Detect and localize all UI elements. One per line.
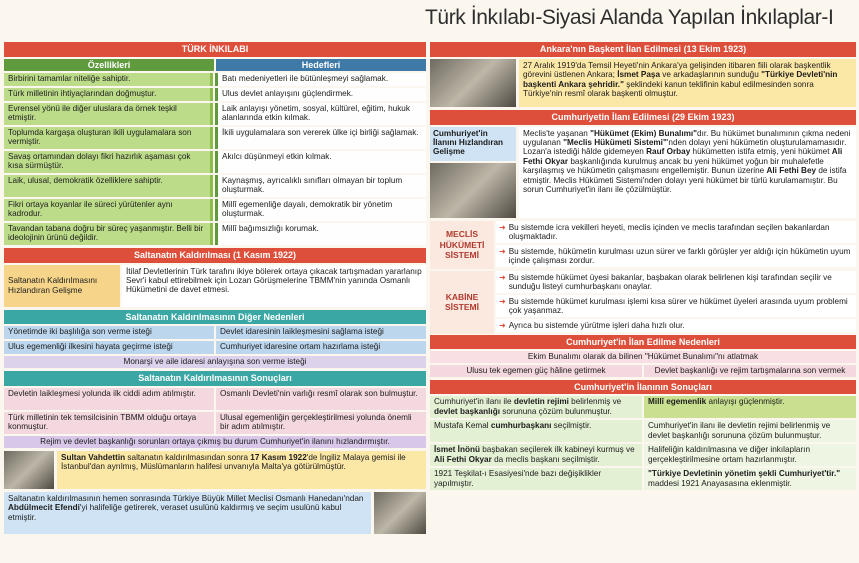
- hedef-cell: Akılcı düşünmeyi etkin kılmak.: [215, 151, 426, 173]
- saltanat-sonuclar-header: Saltanatın Kaldırılmasının Sonuçları: [4, 371, 426, 386]
- cumhuriyet-block: [430, 127, 856, 218]
- diger-nedenler-header: Saltanatın Kaldırılmasının Diğer Nedenleri: [4, 310, 426, 325]
- inkilap-row: [4, 223, 426, 245]
- saltanat-label: Saltanatın Kaldırılmasını Hızlandıran Gelişme: [4, 265, 120, 307]
- ozellik-cell: Birbirini tamamlar niteliğe sahiptir.: [4, 73, 213, 86]
- cs-right: [644, 396, 856, 418]
- saltanat-text: İtilaf Devletlerinin Türk tarafını ikiye bölerek ortaya çıkacak tartışmadan yararlanıp Sevr'i kabul ettirebilmek için Lozan Görüşmelerine TBMM'nin yanında Osmanlı Hükümetini de davet etmesi.: [122, 265, 426, 307]
- hedef-cell: Batı medeniyetleri ile bütünleşmeyi sağlamak.: [215, 73, 426, 86]
- ozellik-cell: Fikri ortaya koyanlar ile süreci yürütenler aynı kadrodur.: [4, 199, 213, 221]
- cs-right: [644, 420, 856, 442]
- nedenler-full: Ekim Bunalımı olarak da bilinen "Hükümet Bunalımı"nı atlatmak: [430, 351, 856, 363]
- hedef-cell: Millî bağımsızlığı korumak.: [215, 223, 426, 245]
- ankara-text-e: şeklindeki kanun teklifinin kabul edilmesinden sonra Türkiye'nin resmî olarak başkenti olmuştur.: [523, 79, 814, 99]
- meclis-label: MECLİS HÜKÜMETİ SİSTEMİ: [430, 221, 494, 269]
- vahdettin-rest: 'de İngiliz Malaya gemisi ile İstanbul'dan ayrılmış, Müslümanların halifesi unvanıyla Malta'ya götürülmüştür.: [61, 452, 406, 472]
- cs-left-part: da meclis başkanı seçilmiştir.: [491, 454, 600, 464]
- kabine-items: [496, 271, 856, 334]
- cs-left-part: cumhurbaşkanı: [490, 421, 552, 431]
- cs-left: [430, 396, 642, 418]
- ct-f: Rauf Orbay: [646, 147, 691, 157]
- cs-left-part: Mustafa Kemal: [434, 421, 491, 431]
- ankara-text-a: 27 Aralık 1919'da Temsil Heyeti'nin Ankara'ya gelişinden itibaren fiili olarak başkentlik görevini üstlenen Ankara;: [523, 60, 831, 80]
- neden-right: Devlet idaresinin laikleşmesini sağlama isteği: [216, 326, 426, 339]
- ct-c: dır. Bu hükümet bunalımının çıkma nedeni uygulanan: [523, 128, 851, 148]
- bullet-item: [496, 221, 856, 243]
- ankara-header: Ankara'nın Başkent İlan Edilmesi (13 Ekim 1923): [430, 42, 856, 57]
- ankara-photo: [430, 59, 516, 107]
- arrow-icon: ➜: [499, 272, 506, 282]
- meclis-items: [496, 221, 856, 269]
- saltanat-header: Saltanatın Kaldırılması (1 Kasım 1922): [4, 248, 426, 263]
- cs-right-part: maddesi 1921 Anayasasına eklenmiştir.: [648, 478, 792, 488]
- cumhuriyet-text: [519, 127, 856, 218]
- cumhuriyet-photo: [430, 163, 516, 218]
- vahdettin-block: [4, 451, 426, 489]
- cs-right-part: Halifeliğin kaldırılmasına ve diğer inkılapların gerçekleştirilmesine ortam hazırlanmıştır.: [648, 445, 811, 464]
- ozellik-cell: Evrensel yönü ile diğer uluslara da örnek teşkil etmiştir.: [4, 103, 213, 125]
- inkilap-row: [4, 199, 426, 221]
- cumhuriyet-header: Cumhuriyetin İlanı Edilmesi (29 Ekim 1923): [430, 110, 856, 125]
- neden-left: Yönetimde iki başlılığa son verme isteği: [4, 326, 214, 339]
- arrow-icon: ➜: [499, 320, 506, 330]
- arrow-icon: ➜: [499, 222, 506, 232]
- saltanat-block: [4, 265, 426, 307]
- cs-right-part: Millî egemenlik: [648, 397, 707, 407]
- ankara-ismet: İsmet Paşa: [617, 70, 661, 80]
- cs-left-part: Cumhuriyet'in ilanı ile: [434, 397, 514, 407]
- left-column: [4, 42, 426, 534]
- turk-inkilabi-rows: [4, 73, 426, 245]
- abdulmecit-c: 'yi halifeliğe getirerek, veraset usulünü kaldırmış ve seçim usulünü kabul etmiştir.: [8, 503, 342, 522]
- sonuc-left: Devletin laikleşmesi yolunda ilk ciddi adım atılmıştır.: [4, 388, 214, 410]
- bullet-text: Ayrıca bu sistemde yürütme işleri daha hızlı olur.: [508, 320, 685, 330]
- cs-left: [430, 468, 642, 490]
- cs-left-part: İsmet İnönü: [434, 445, 480, 455]
- ankara-quote: "Türkiye Devleti'nin başkenti Ankara şehridir.": [523, 70, 838, 89]
- right-column: [430, 42, 856, 490]
- hedef-cell: Laik anlayışı yönetim, sosyal, kültürel, eğitim, hukuk alanlarında etkin kılmak.: [215, 103, 426, 125]
- neden-left: Ulus egemenliği ilkesini hayata geçirme isteği: [4, 341, 214, 354]
- cs-left-part: devletin rejimi: [513, 397, 569, 407]
- ozellikleri-header: Özellikleri: [4, 59, 214, 71]
- diger-nedenler-rows: [4, 326, 426, 354]
- turk-inkilabi-subheaders: [4, 59, 426, 71]
- cs-row: [430, 396, 856, 418]
- bullet-item: [496, 245, 856, 267]
- neden-row: [4, 326, 426, 339]
- saltanat-sonuclar-full: Rejim ve devlet başkanlığı sorunları ortaya çıkmış bu durum Cumhuriyet'in ilanını hızlandırmıştır.: [4, 436, 426, 448]
- ct-a: Meclis'te yaşanan: [523, 128, 591, 138]
- sonuc-row: [4, 412, 426, 434]
- cs-row: [430, 468, 856, 490]
- sonuc-right: Osmanlı Devleti'nin varlığı resmî olarak son bulmuştur.: [216, 388, 426, 410]
- cumhuriyet-sonuclar-rows: [430, 396, 856, 490]
- ozellik-cell: Türk milletinin ihtiyaçlarından doğmuştur.: [4, 88, 213, 101]
- arrow-icon: ➜: [499, 246, 506, 256]
- ct-i: başkanlığında kurulmuş ancak bu yeni hükümet yoğun bir muhalefetle karşılaşmış ve hükümetin çalışmasını engellemiştir. Bunun üzerine: [523, 156, 824, 176]
- cs-left-part: seçilmiştir.: [551, 421, 592, 431]
- cs-left-part: sorununa çözüm bulunmuştur.: [499, 406, 612, 416]
- arrow-icon: ➜: [499, 296, 506, 306]
- vahdettin-name: Sultan Vahdettin: [61, 452, 126, 462]
- kabine-block: [430, 271, 856, 334]
- cumhuriyet-left: [430, 127, 516, 218]
- kabine-label: KABİNE SİSTEMİ: [430, 271, 494, 334]
- bullet-text: Bu sistemde icra vekilleri heyeti, meclis içinden ve meclis tarafından seçilen bakanlardan oluşmaktadır.: [508, 222, 830, 242]
- ct-b: "Hükümet (Ekim) Bunalımı": [590, 128, 698, 138]
- cs-row: [430, 420, 856, 442]
- ankara-block: [430, 59, 856, 107]
- abdulmecit-portrait: [374, 492, 426, 534]
- bullet-item: [496, 295, 856, 317]
- ct-e: 'nden dolayı yeni hükümetin oluşturulamamasıdır. Lozan'a istediği hâlde gidemeyen: [523, 138, 847, 157]
- cs-left: [430, 420, 642, 442]
- inkilap-row: [4, 175, 426, 197]
- neden-right: Cumhuriyet idaresine ortam hazırlama isteği: [216, 341, 426, 354]
- ankara-text: [519, 59, 856, 107]
- inkilap-row: [4, 73, 426, 86]
- inkilap-row: [4, 151, 426, 173]
- ct-k: de istifa etmiştir. Meclis Hükümeti Sistemi'nden dolayı yeni hükümet bir türlü kurulamamıştır. Bu sorun Cumhuriyet'in ilanı ile çözülmüştür.: [523, 166, 847, 195]
- cs-right: [644, 468, 856, 490]
- inkilap-row: [4, 127, 426, 149]
- bullet-text: Bu sistemde hükümet üyesi bakanlar, başbakan olarak belirlenen kişi tarafından seçilir ve sunduğu listeyi cumhurbaşkanı onaylar.: [508, 272, 832, 292]
- cs-left-part: başbakan seçilerek ilk kabineyi kurmuş ve: [479, 445, 635, 455]
- hedefleri-header: Hedefleri: [216, 59, 426, 71]
- ct-h: Ali Fethi Okyar: [523, 147, 843, 166]
- inkilap-row: [4, 88, 426, 101]
- ankara-text-c: ve arkadaşlarının sunduğu: [660, 70, 762, 80]
- hedef-cell: Kaynaşmış, ayrıcalıklı sınıfları olmayan bir toplum oluşturmak.: [215, 175, 426, 197]
- nedenler-right: Devlet başkanlığı ve rejim tartışmalarına son vermek: [644, 365, 856, 376]
- abdulmecit-a: Saltanatın kaldırılmasının hemen sonrasında Türkiye Büyük Millet Meclisi Osmanlı Hanedanı'ndan: [8, 493, 364, 503]
- neden-row: [4, 341, 426, 354]
- hedef-cell: Millî egemenliğe dayalı, demokratik bir yönetim oluşturmak.: [215, 199, 426, 221]
- nedenler-row: [430, 365, 856, 376]
- cs-right-part: anlayışı güçlenmiştir.: [706, 397, 785, 407]
- nedenler-header: Cumhuriyet'in İlan Edilme Nedenleri: [430, 335, 856, 350]
- bullet-item: [496, 271, 856, 293]
- inkilap-row: [4, 103, 426, 125]
- sonuc-row: [4, 388, 426, 410]
- bullet-text: Bu sistemde, hükümetin kurulması uzun sürer ve farklı görüşler yer aldığı için hükümetin uyum içinde çalışması zordur.: [508, 246, 851, 266]
- meclis-block: [430, 221, 856, 269]
- cs-right: [644, 444, 856, 466]
- bullet-item: [496, 319, 856, 332]
- cs-left-part: devlet başkanlığı: [434, 406, 500, 416]
- nedenler-left: Ulusu tek egemen güç hâline getirmek: [430, 365, 642, 376]
- sonuc-left: Türk milletinin tek temsilcisinin TBMM olduğu ortaya konmuştur.: [4, 412, 214, 434]
- turk-inkilabi-header: TÜRK İNKILABI: [4, 42, 426, 57]
- ct-d: "Meclis Hükümeti Sistemi": [563, 138, 667, 148]
- ozellik-cell: Savaş ortamından dolayı fikri hazırlık aşaması çok kısa sürmüştür.: [4, 151, 213, 173]
- cs-row: [430, 444, 856, 466]
- ct-j: Ali Fethi Bey: [766, 166, 817, 176]
- saltanat-sonuclar-rows: [4, 388, 426, 434]
- vahdettin-date: 17 Kasım 1922: [250, 452, 307, 462]
- sonuc-right: Ulusal egemenliğin gerçekleştirilmesi yolunda önemli bir adım atılmıştır.: [216, 412, 426, 434]
- vahdettin-text: [57, 451, 426, 489]
- bullet-text: Bu sistemde hükümet kurulması işlemi kısa sürer ve hükümet üyeleri arasında uyum problemi çok yaşanmaz.: [508, 296, 848, 316]
- hedef-cell: İkili uygulamalara son vererek ülke içi birliği sağlamak.: [215, 127, 426, 149]
- cs-right-part: "Türkiye Devletinin yönetim şekli Cumhuriyet'tir.": [648, 469, 841, 479]
- cs-left-part: 1921 Teşkilat-ı Esasiyesi'nde bazı değişiklikler yapılmıştır.: [434, 469, 602, 488]
- abdulmecit-text: [4, 492, 371, 534]
- ct-g: hükümetten istifa etmiş, yeni hükümet: [690, 147, 832, 157]
- cumhuriyet-label: Cumhuriyet'in İlanını Hızlandıran Gelişme: [430, 127, 516, 161]
- cs-left: [430, 444, 642, 466]
- vahdettin-portrait: [4, 451, 54, 489]
- diger-nedenler-full: Monarşi ve aile idaresi anlayışına son verme isteği: [4, 356, 426, 368]
- cs-left-part: belirlenmiş ve: [568, 397, 622, 407]
- ozellik-cell: Toplumda kargaşa oluşturan ikili uygulamalara son vermiştir.: [4, 127, 213, 149]
- vahdettin-mid: saltanatın kaldırılmasından sonra: [125, 452, 251, 462]
- abdulmecit-name: Abdülmecit Efendi: [8, 503, 80, 513]
- hedef-cell: Ulus devlet anlayışını güçlendirmek.: [215, 88, 426, 101]
- abdulmecit-block: [4, 492, 426, 534]
- ozellik-cell: Laik, ulusal, demokratik özelliklere sahiptir.: [4, 175, 213, 197]
- cumhuriyet-sonuclar-header: Cumhuriyet'in İlanının Sonuçları: [430, 380, 856, 395]
- cs-left-part: Ali Fethi Okyar: [434, 454, 492, 464]
- cs-right-part: Cumhuriyet'in ilanı ile devletin rejimi belirlenmiş ve devlet başkanlığı sorununa çözüm bulunmuştur.: [648, 421, 831, 440]
- ozellik-cell: Tavandan tabana doğru bir süreç yaşanmıştır. Belli bir ideolojinin ürünü değildir.: [4, 223, 213, 245]
- page-title: Türk İnkılabı-Siyasi Alanda Yapılan İnkılaplar-I: [425, 6, 834, 29]
